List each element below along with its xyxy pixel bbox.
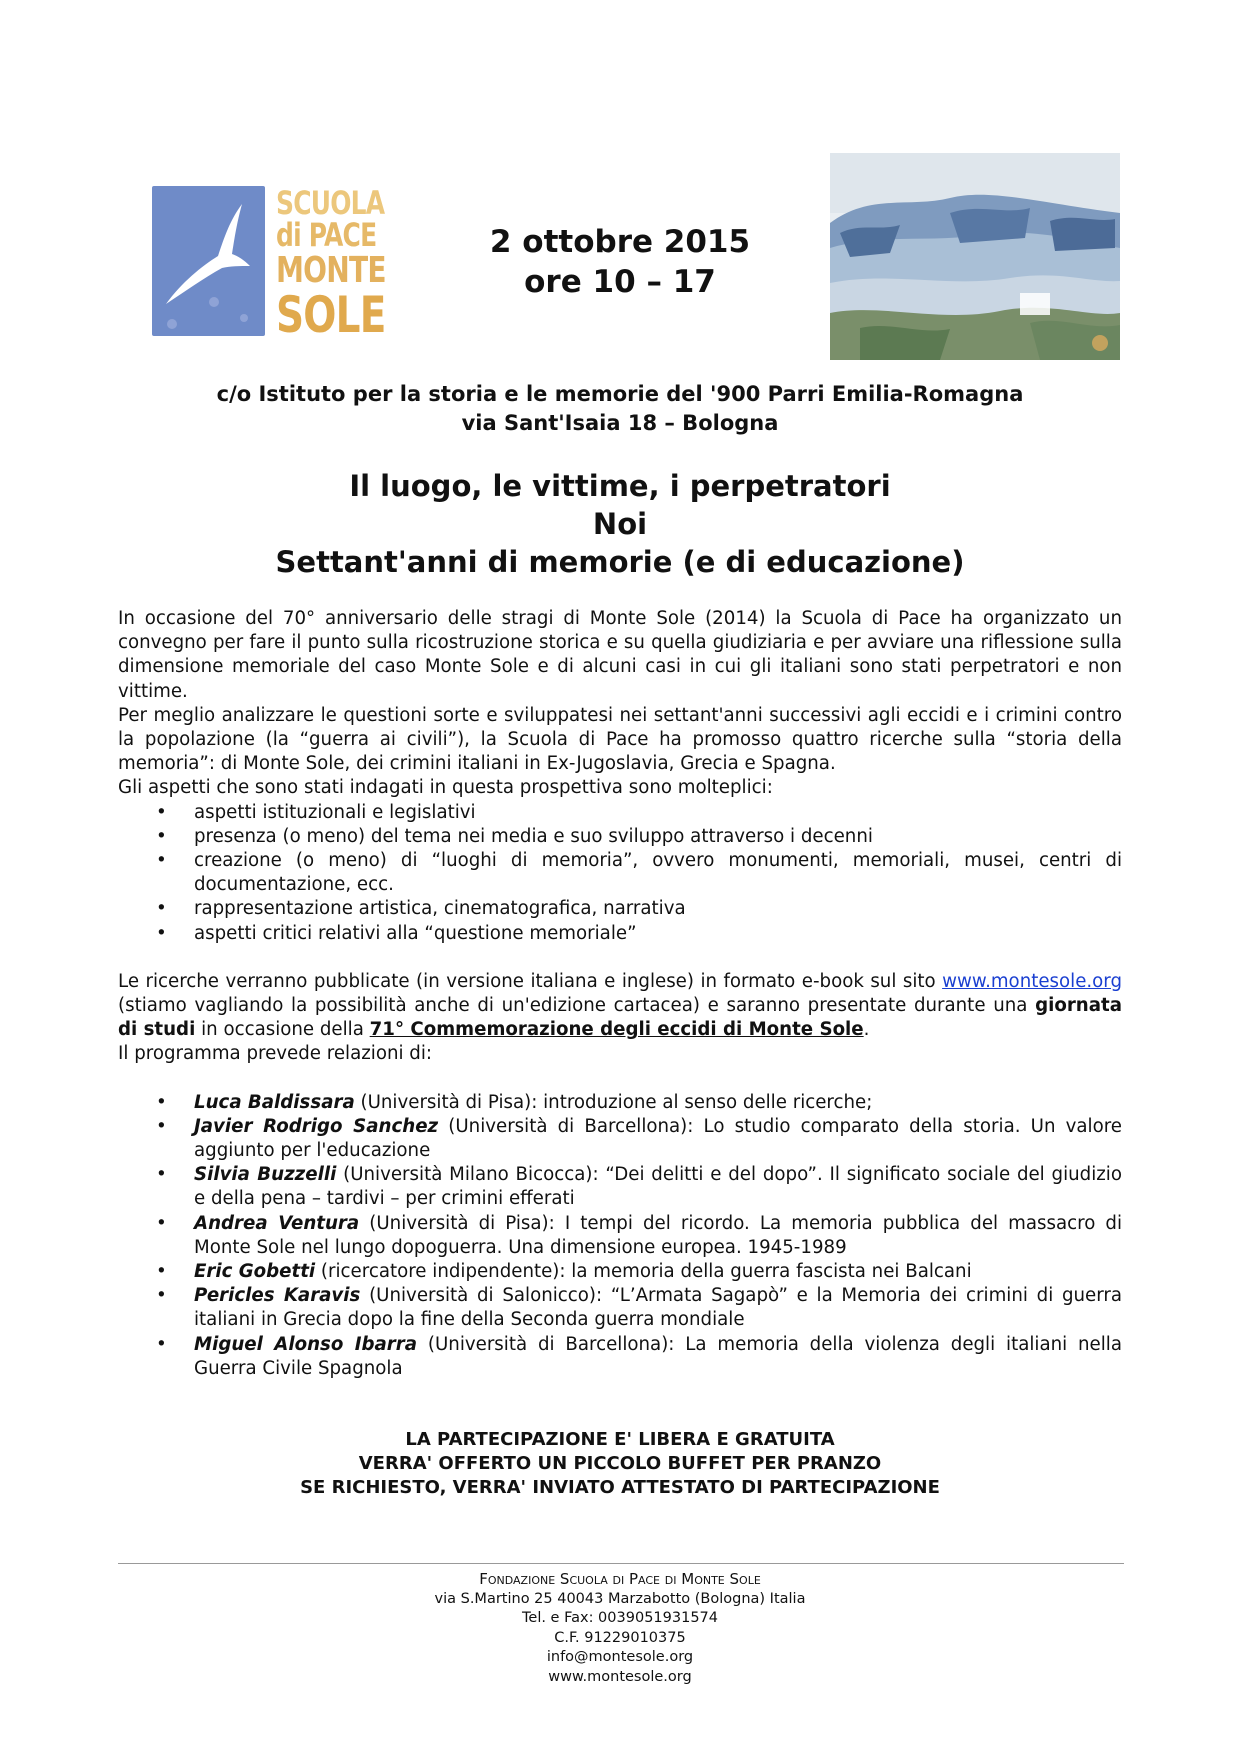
- event-title: [120, 467, 1120, 581]
- footer: [120, 1570, 1120, 1688]
- title-line-3: Settant'anni di memorie (e di educazione): [275, 545, 965, 579]
- footer-website[interactable]: www.montesole.org: [548, 1668, 692, 1685]
- list-item: • presenza (o meno) del tema nei media e suo sviluppo attraverso i decenni: [118, 825, 1122, 849]
- speaker-name: Luca Baldissara: [194, 1091, 355, 1113]
- program-intro: Il programma prevede relazioni di:: [118, 1043, 433, 1065]
- bullet-icon: •: [156, 1164, 167, 1186]
- list-item: • aspetti istituzionali e legislativi: [118, 801, 1122, 825]
- swallow-icon: [152, 186, 265, 336]
- footer-phone: Tel. e Fax: 0039051931574: [522, 1610, 718, 1627]
- logo-text-line-3: MONTE: [276, 250, 386, 291]
- bullet-icon: •: [156, 1212, 167, 1234]
- speaker-name: Pericles Karavis: [194, 1285, 361, 1307]
- venue: [120, 380, 1120, 438]
- participation-notice: [120, 1428, 1120, 1500]
- venue-address: via Sant'Isaia 18 – Bologna: [461, 411, 779, 435]
- website-link[interactable]: www.montesole.org: [942, 970, 1122, 992]
- logo: [152, 184, 396, 344]
- list-item: • aspetti critici relativi alla “questione memoriale”: [118, 922, 1122, 946]
- footer-address: via S.Martino 25 40043 Marzabotto (Bologna) Italia: [434, 1590, 806, 1607]
- bullet-icon: •: [156, 898, 167, 920]
- speaker-item: • Luca Baldissara (Università di Pisa): introduzione al senso delle ricerche;: [118, 1091, 1122, 1115]
- speaker-name: Andrea Ventura: [194, 1212, 360, 1234]
- publication-paragraph: Le ricerche verranno pubblicate (in versione italiana e inglese) in formato e-book sul sito www.montesole.org (stiamo vagliando la possibilità anche di un'edizione cartacea) e saranno presentate durante una giornata di studi in occasione della 71° Commemorazione degli eccidi di Monte Sole.: [118, 970, 1122, 1041]
- title-line-1: Il luogo, le vittime, i perpetratori: [349, 469, 891, 503]
- speaker-item: • Miguel Alonso Ibarra (Università di Barcellona): La memoria della violenza degli italiani nella Guerra Civile Spagnola: [156, 1333, 1122, 1379]
- footer-email[interactable]: info@montesole.org: [546, 1649, 694, 1666]
- notice-free: LA PARTECIPAZIONE E' LIBERA E GRATUITA: [405, 1429, 835, 1450]
- speaker-item: • Silvia Buzzelli (Università Milano Bicocca): “Dei delitti e del dopo”. Il significato sociale del giudizio e della pena – tardivi – per crimini efferati: [156, 1164, 1122, 1210]
- intro-paragraph: In occasione del 70° anniversario delle stragi di Monte Sole (2014) la Scuola di Pace ha organizzato un convegno per fare il punto sulla ricostruzione storica e su quella giudiziaria e per avviare una riflessione sulla dimensione memoriale del caso Monte Sole e di alcuni casi in cui gli italiani sono stati perpetratori e non vittime.: [118, 608, 1122, 702]
- event-date-day: 2 ottobre 2015: [489, 224, 751, 260]
- notice-buffet: VERRA' OFFERTO UN PICCOLO BUFFET PER PRANZO: [358, 1453, 882, 1474]
- notice-certificate: SE RICHIESTO, VERRA' INVIATO ATTESTATO DI PARTECIPAZIONE: [300, 1477, 940, 1498]
- bullet-icon: •: [156, 1333, 167, 1355]
- landscape-painting: [830, 153, 1120, 360]
- bullet-icon: •: [156, 1261, 167, 1283]
- bullet-icon: •: [156, 801, 167, 823]
- speaker-name: Javier Rodrigo Sanchez: [194, 1115, 439, 1137]
- bullet-icon: •: [156, 922, 167, 944]
- speaker-name: Eric Gobetti: [194, 1261, 316, 1283]
- aspects-intro: Gli aspetti che sono stati indagati in questa prospettiva sono molteplici:: [118, 777, 773, 799]
- logo-mark: [152, 186, 265, 336]
- speaker-item: • Eric Gobetti (ricercatore indipendente): la memoria della guerra fascista nei Balcani: [118, 1260, 1122, 1284]
- research-paragraph: Per meglio analizzare le questioni sorte e sviluppatesi nei settant'anni successivi agli eccidi e i crimini contro la popolazione (la “guerra ai civili”), la Scuola di Pace ha promosso quattro ricerche sulla “storia della memoria”: di Monte Sole, dei crimini italiani in Ex-Jugoslavia, Grecia e Spagna.: [118, 704, 1122, 775]
- aspects-list: [118, 801, 1122, 946]
- speaker-name: Miguel Alonso Ibarra: [194, 1333, 418, 1355]
- logo-text-line-4: SOLE: [276, 286, 386, 344]
- commemoration-emphasis: 71° Commemorazione degli eccidi di Monte Sole: [369, 1019, 864, 1041]
- list-item: • creazione (o meno) di “luoghi di memoria”, ovvero monumenti, memoriali, musei, centri di documentazione, ecc.: [156, 850, 1122, 896]
- logo-text-line-1: SCUOLA: [276, 184, 385, 222]
- speaker-item: • Pericles Karavis (Università di Salonicco): “L’Armata Sagapò” e la Memoria dei crimini di guerra italiani in Grecia dopo la fine della Seconda guerra mondiale: [156, 1285, 1122, 1331]
- bullet-icon: •: [156, 1091, 167, 1113]
- bullet-icon: •: [156, 850, 167, 872]
- footer-divider: [118, 1563, 1124, 1564]
- venue-institute: c/o Istituto per la storia e le memorie del '900 Parri Emilia-Romagna: [216, 382, 1024, 406]
- painting-image-icon: [830, 153, 1120, 360]
- bullet-icon: •: [156, 1285, 167, 1307]
- event-date-hours: ore 10 – 17: [524, 264, 716, 300]
- list-item: • rappresentazione artistica, cinematografica, narrativa: [118, 897, 1122, 921]
- title-line-2: Noi: [592, 507, 648, 541]
- event-date: [470, 222, 770, 302]
- speaker-item: • Andrea Ventura (Università di Pisa): I tempi del ricordo. La memoria pubblica del massacro di Monte Sole nel lungo dopoguerra. Una dimensione europea. 1945-1989: [156, 1212, 1123, 1258]
- study-day-emphasis: giornata di studi: [118, 995, 1122, 1041]
- speaker-item: • Javier Rodrigo Sanchez (Università di Barcellona): Lo studio comparato della storia. Un valore aggiunto per l'educazione: [156, 1115, 1122, 1162]
- body-text: [118, 607, 1122, 1381]
- bullet-icon: •: [156, 1115, 167, 1137]
- logo-text-line-2: di PACE: [276, 216, 377, 254]
- footer-org: Fondazione Scuola di Pace di Monte Sole: [479, 1570, 761, 1588]
- speakers-list: [118, 1091, 1122, 1381]
- bullet-icon: •: [156, 825, 167, 847]
- footer-tax-code: C.F. 91229010375: [554, 1629, 686, 1646]
- speaker-name: Silvia Buzzelli: [194, 1164, 337, 1186]
